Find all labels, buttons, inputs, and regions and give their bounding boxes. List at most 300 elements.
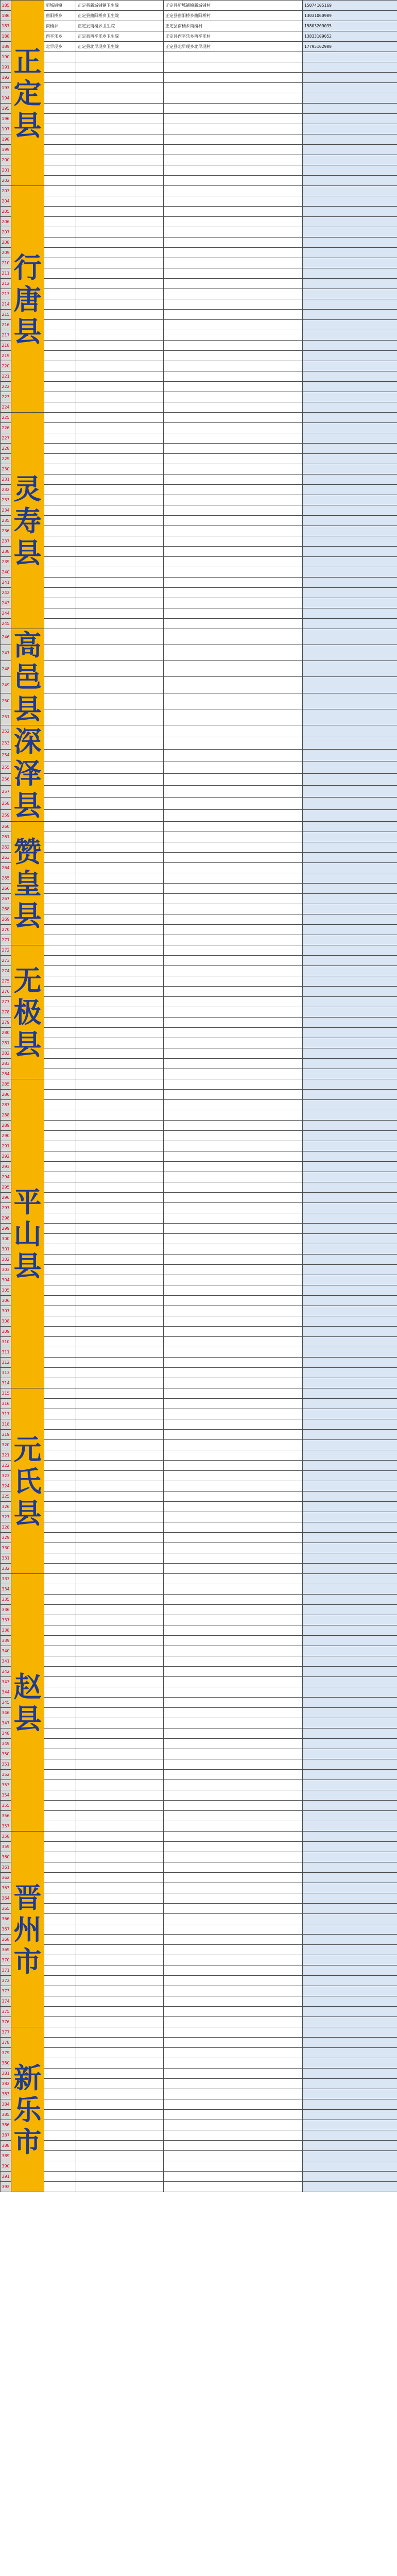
clinic-name-cell [76,709,164,725]
table-row [1,1440,397,1450]
address-cell [164,1347,303,1358]
table-row [1,1605,397,1615]
row-index: 335 [1,1595,11,1605]
row-index: 223 [1,392,11,402]
phone-cell [303,1718,397,1728]
township-cell [44,1945,76,1955]
row-index: 231 [1,474,11,485]
township-cell [44,1337,76,1347]
table-row [1,578,397,588]
clinic-name-cell [76,1296,164,1306]
row-index: 337 [1,1615,11,1625]
row-index: 362 [1,1873,11,1883]
row-index: 305 [1,1285,11,1296]
phone-cell: 13833109052 [303,31,397,42]
table-row [1,1306,397,1316]
address-cell [164,1636,303,1646]
clinic-name-cell [76,536,164,547]
clinic-name-cell [76,822,164,832]
table-row [1,894,397,904]
phone-cell [303,1141,397,1151]
phone-cell [303,1234,397,1244]
address-cell [164,1852,303,1862]
row-index: 316 [1,1399,11,1409]
phone-cell [303,279,397,289]
row-index: 190 [1,52,11,62]
address-cell [164,619,303,629]
address-cell [164,1924,303,1935]
township-cell: 南楼乡 [44,21,76,31]
township-cell [44,1203,76,1213]
row-index: 302 [1,1255,11,1265]
table-row [1,1110,397,1121]
township-cell [44,873,76,884]
township-cell [44,1543,76,1553]
phone-cell [303,330,397,341]
address-cell [164,145,303,155]
township-cell [44,1069,76,1079]
clinic-name-cell [76,1182,164,1193]
table-row [1,310,397,320]
township-cell [44,1347,76,1358]
row-index: 234 [1,505,11,516]
phone-cell [303,1780,397,1790]
table-row [1,1399,397,1409]
row-index: 348 [1,1728,11,1739]
table-row [1,341,397,351]
phone-cell [303,894,397,904]
table-row [1,227,397,238]
row-index: 222 [1,382,11,392]
clinic-name-cell [76,809,164,821]
phone-cell [303,299,397,310]
township-cell [44,536,76,547]
row-index: 233 [1,495,11,505]
row-index: 247 [1,645,11,661]
address-cell [164,2079,303,2089]
table-row [1,21,397,31]
clinic-name-cell [76,945,164,956]
county-label: 赞皇县 [11,822,44,945]
phone-cell [303,73,397,83]
clinic-name-cell [76,737,164,749]
row-index: 340 [1,1646,11,1656]
table-row [1,124,397,134]
phone-cell [303,1450,397,1461]
row-index: 370 [1,1955,11,1965]
phone-cell [303,341,397,351]
table-row [1,1409,397,1419]
address-cell [164,1121,303,1131]
phone-cell [303,2120,397,2130]
clinic-name-cell [76,894,164,904]
row-index: 331 [1,1553,11,1564]
clinic-name-cell [76,1430,164,1440]
clinic-name-cell [76,1121,164,1131]
row-index: 185 [1,1,11,11]
address-cell [164,1625,303,1636]
address-cell [164,1605,303,1615]
phone-cell [303,1801,397,1811]
address-cell [164,1914,303,1924]
clinic-name-cell [76,227,164,238]
phone-cell [303,423,397,433]
phone-cell [303,1316,397,1327]
table-row [1,661,397,677]
county-label: 晋州市 [11,1832,44,2027]
township-cell [44,773,76,785]
phone-cell [303,904,397,914]
phone-cell [303,93,397,104]
phone-cell [303,619,397,629]
row-index: 194 [1,93,11,104]
phone-cell [303,526,397,536]
row-index: 273 [1,956,11,966]
township-cell [44,1574,76,1584]
township-cell [44,1533,76,1543]
clinic-name-cell [76,725,164,737]
phone-cell [303,464,397,474]
clinic-name-cell [76,1543,164,1553]
township-cell [44,454,76,464]
row-index: 252 [1,725,11,737]
phone-cell [303,207,397,217]
table-row [1,1358,397,1368]
row-index: 339 [1,1636,11,1646]
row-index: 221 [1,371,11,382]
phone-cell [303,1038,397,1048]
clinic-name-cell [76,1306,164,1316]
row-index: 228 [1,444,11,454]
clinic-name-cell [76,93,164,104]
address-cell [164,176,303,186]
row-index: 334 [1,1584,11,1595]
phone-cell [303,661,397,677]
clinic-name-cell [76,1069,164,1079]
address-cell [164,832,303,842]
address-cell [164,1151,303,1162]
clinic-name-cell [76,165,164,176]
phone-cell [303,1996,397,2007]
address-cell [164,1275,303,1285]
table-row [1,1832,397,1842]
row-index: 215 [1,310,11,320]
clinic-name-cell [76,1811,164,1821]
clinic-name-cell [76,1234,164,1244]
township-cell [44,1512,76,1522]
township-cell [44,1018,76,1028]
phone-cell [303,217,397,227]
phone-cell [303,914,397,925]
township-cell [44,725,76,737]
address-cell [164,725,303,737]
address-cell [164,976,303,987]
table-row [1,1059,397,1069]
clinic-name-cell [76,842,164,853]
phone-cell [303,2182,397,2192]
township-cell [44,798,76,809]
table-row [1,1656,397,1667]
row-index: 287 [1,1100,11,1110]
clinic-name-cell [76,773,164,785]
table-row [1,1955,397,1965]
township-cell [44,2007,76,2017]
table-row [1,557,397,567]
address-cell [164,1059,303,1069]
row-index: 229 [1,454,11,464]
table-row [1,371,397,382]
address-cell: 正定县西平乐乡西平乐村 [164,31,303,42]
row-index: 371 [1,1965,11,1976]
township-cell [44,1780,76,1790]
address-cell [164,1543,303,1553]
phone-cell [303,351,397,361]
phone-cell [303,186,397,196]
row-index: 332 [1,1564,11,1574]
clinic-name-cell [76,238,164,248]
clinic-name-cell [76,207,164,217]
clinic-name-cell [76,1605,164,1615]
address-cell [164,1141,303,1151]
table-row [1,1739,397,1749]
clinic-name-cell [76,935,164,945]
table-row [1,737,397,749]
phone-cell [303,822,397,832]
phone-cell [303,248,397,258]
township-cell [44,1502,76,1512]
address-cell [164,1842,303,1852]
table-row [1,2120,397,2130]
row-index: 196 [1,114,11,124]
table-row [1,914,397,925]
township-cell [44,1007,76,1018]
address-cell [164,842,303,853]
table-row [1,1213,397,1224]
table-row [1,217,397,227]
row-index: 217 [1,330,11,341]
clinic-name-cell [76,464,164,474]
clinic-name-cell [76,1584,164,1595]
phone-cell [303,1553,397,1564]
table-row [1,1121,397,1131]
phone-cell [303,2151,397,2161]
row-index: 330 [1,1543,11,1553]
phone-cell [303,1388,397,1399]
township-cell: 北早现乡 [44,42,76,52]
clinic-name-cell [76,1698,164,1708]
table-row [1,2027,397,2038]
township-cell [44,1625,76,1636]
township-cell [44,1986,76,1996]
clinic-name-cell [76,1533,164,1543]
row-index: 240 [1,567,11,578]
row-index: 317 [1,1409,11,1419]
row-index: 309 [1,1327,11,1337]
address-cell [164,2172,303,2182]
row-index: 251 [1,709,11,725]
address-cell [164,598,303,608]
table-row [1,361,397,371]
address-cell [164,2161,303,2172]
clinic-name-cell [76,1986,164,1996]
clinic-name-cell [76,124,164,134]
address-cell [164,2027,303,2038]
phone-cell [303,1883,397,1893]
clinic-name-cell [76,914,164,925]
row-index: 205 [1,207,11,217]
township-cell [44,165,76,176]
table-row [1,1018,397,1028]
address-cell [164,2069,303,2079]
township-cell [44,2130,76,2141]
table-row [1,1522,397,1533]
row-index: 363 [1,1883,11,1893]
phone-cell [303,645,397,661]
row-index: 314 [1,1378,11,1388]
table-row [1,1,397,11]
table-row [1,2069,397,2079]
phone-cell [303,608,397,619]
row-index: 187 [1,21,11,31]
table-row [1,505,397,516]
table-row [1,1718,397,1728]
township-cell [44,645,76,661]
row-index: 382 [1,2079,11,2089]
clinic-name-cell [76,1285,164,1296]
clinic-name-cell [76,268,164,279]
row-index: 241 [1,578,11,588]
table-row [1,1316,397,1327]
row-index: 344 [1,1687,11,1698]
address-cell [164,578,303,588]
table-row [1,1028,397,1038]
phone-cell [303,987,397,997]
table-row [1,1234,397,1244]
township-cell [44,341,76,351]
table-row [1,145,397,155]
address-cell [164,1007,303,1018]
township-cell [44,1677,76,1687]
table-row [1,1162,397,1172]
address-cell [164,1904,303,1914]
township-cell [44,1151,76,1162]
row-index: 242 [1,588,11,598]
address-cell [164,1193,303,1203]
address-cell [164,2182,303,2192]
row-index: 304 [1,1275,11,1285]
address-cell [164,62,303,73]
clinic-name-cell [76,1141,164,1151]
table-row [1,725,397,737]
address-cell [164,1306,303,1316]
township-cell [44,382,76,392]
township-cell [44,1595,76,1605]
township-cell [44,433,76,444]
table-row [1,956,397,966]
phone-cell [303,1028,397,1038]
address-cell [164,2099,303,2110]
address-cell [164,1965,303,1976]
table-row [1,1100,397,1110]
address-cell [164,1656,303,1667]
table-row [1,1512,397,1522]
phone-cell [303,547,397,557]
table-row [1,444,397,454]
township-cell [44,361,76,371]
clinic-name-cell [76,2089,164,2099]
row-index: 201 [1,165,11,176]
phone-cell [303,155,397,165]
township-cell [44,693,76,709]
row-index: 256 [1,773,11,785]
township-cell [44,83,76,93]
township-cell [44,822,76,832]
row-index: 189 [1,42,11,52]
township-cell [44,1182,76,1193]
township-cell [44,1255,76,1265]
township-cell [44,588,76,598]
row-index: 272 [1,945,11,956]
phone-cell [303,976,397,987]
row-index: 204 [1,196,11,207]
clinic-name-cell [76,853,164,863]
address-cell [164,956,303,966]
row-index: 248 [1,661,11,677]
clinic-name-cell [76,1976,164,1986]
address-cell [164,341,303,351]
row-index: 356 [1,1811,11,1821]
phone-cell [303,2172,397,2182]
table-row [1,1007,397,1018]
phone-cell [303,1203,397,1213]
township-cell [44,1409,76,1419]
phone-cell [303,433,397,444]
township-cell [44,1038,76,1048]
row-index: 254 [1,749,11,761]
clinic-name-cell [76,1512,164,1522]
address-cell [164,1461,303,1471]
township-cell [44,2038,76,2048]
clinic-name-cell [76,1564,164,1574]
table-row [1,1151,397,1162]
clinic-name-cell [76,382,164,392]
phone-cell [303,1430,397,1440]
clinic-name-cell [76,1018,164,1028]
table-row [1,904,397,914]
clinic-name-cell [76,104,164,114]
table-row [1,1131,397,1141]
clinic-name-cell: 正定县西平乐乡卫生院 [76,31,164,42]
address-cell [164,1522,303,1533]
phone-cell [303,1193,397,1203]
township-cell [44,1327,76,1337]
clinic-name-cell [76,1728,164,1739]
row-index: 365 [1,1904,11,1914]
address-cell [164,526,303,536]
phone-cell [303,1358,397,1368]
table-row [1,1193,397,1203]
table-row [1,842,397,853]
table-row [1,2048,397,2058]
address-cell [164,1038,303,1048]
clinic-name-cell [76,1770,164,1780]
row-index: 200 [1,155,11,165]
phone-cell [303,1007,397,1018]
table-row [1,176,397,186]
address-cell [164,873,303,884]
table-row [1,1708,397,1718]
phone-cell [303,114,397,124]
